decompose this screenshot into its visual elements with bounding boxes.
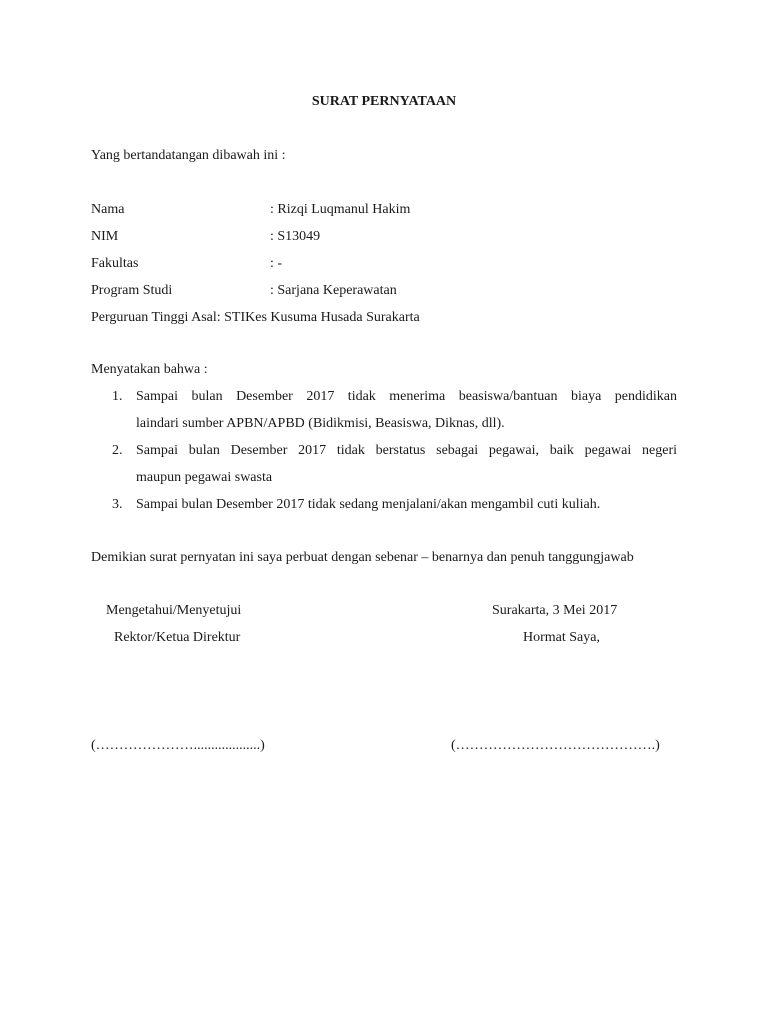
field-label: Program Studi [91,283,173,298]
closing-text: Demikian surat pernyatan ini saya perbuat dengan sebenar – benarnya dan penuh tanggungjawab [91,550,634,565]
right-sign-line2: Hormat Saya, [523,630,600,645]
right-sign-date: Surakarta, 3 Mei 2017 [492,603,618,618]
field-label: NIM [91,229,119,244]
field-label: Fakultas [91,256,139,271]
list-number: 1. [112,389,123,404]
statement-intro: Menyatakan bahwa : [91,362,208,377]
field-value: : S13049 [270,229,321,244]
field-value: : Sarjana Keperawatan [270,283,397,298]
left-sign-line1: Mengetahui/Menyetujui [106,603,242,618]
field-value: : - [270,256,283,271]
list-text: Sampai bulan Desember 2017 tidak sedang menjalani/akan mengambil cuti kuliah. [136,497,601,512]
list-number: 2. [112,443,123,458]
list-text: maupun pegawai swasta [136,470,273,485]
list-text: laindari sumber APBN/APBD (Bidikmisi, Beasiswa, Diknas, dll). [136,416,505,431]
institution-line: Perguruan Tinggi Asal: STIKes Kusuma Husada Surakarta [91,310,420,325]
left-signature-blank: (…………………...................) [91,738,265,753]
left-sign-line2: Rektor/Ketua Direktur [114,630,241,645]
field-value: : Rizqi Luqmanul Hakim [270,202,411,217]
document-title: SURAT PERNYATAAN [311,94,457,109]
right-signature-blank: (…………………………………….) [451,738,660,753]
list-text: Sampai bulan Desember 2017 tidak menerima beasiswa/bantuan biaya pendidikan [136,389,677,404]
field-label: Nama [91,202,125,217]
intro-text: Yang bertandatangan dibawah ini : [91,148,286,163]
list-text: Sampai bulan Desember 2017 tidak berstatus sebagai pegawai, baik pegawai negeri [136,443,677,458]
list-number: 3. [112,497,123,512]
